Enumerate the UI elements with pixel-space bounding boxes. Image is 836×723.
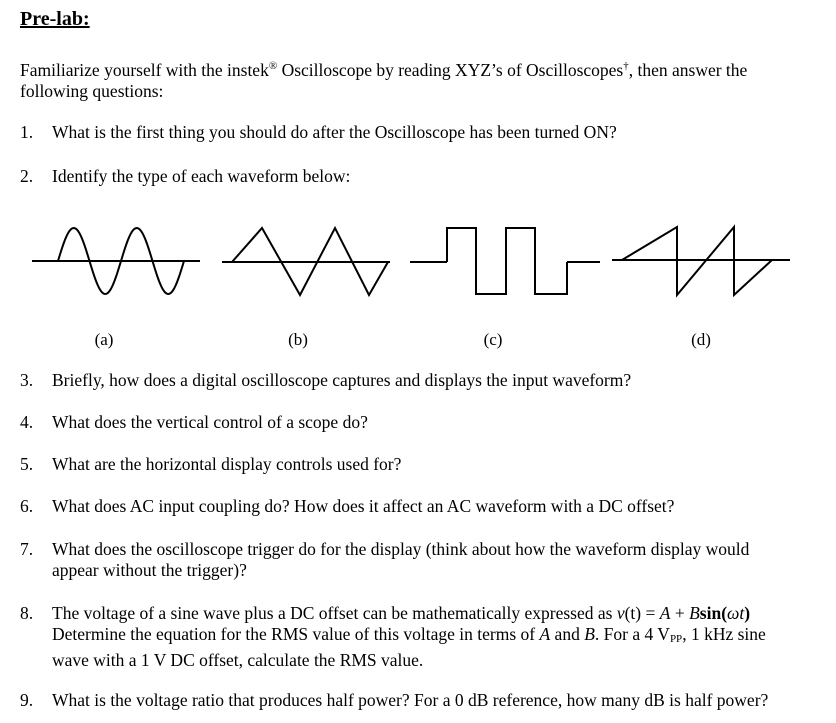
waveform-figure [0, 200, 836, 360]
eq-close-paren: ) [744, 603, 751, 623]
q8-text: , 1 kHz sine [682, 624, 766, 644]
eq-plus: + [670, 603, 690, 623]
vpp-subscript: PP [669, 633, 683, 645]
question-text-line3: wave with a 1 V DC offset, calculate the RMS value. [52, 650, 424, 670]
eq-sin: sin( [699, 603, 728, 623]
question-text: Briefly, how does a digital oscilloscope captures and displays the input waveform? [52, 370, 632, 390]
eq-omega-t: ωt [727, 603, 745, 623]
waveform-label-d: (d) [691, 330, 711, 349]
question-6 [20, 496, 820, 517]
question-number: 4. [20, 412, 34, 432]
eq-equals: = [641, 603, 660, 623]
square-wave [447, 228, 567, 294]
page-title: Pre-lab: [20, 8, 90, 30]
q8-text: Determine the equation for the RMS value of this voltage in terms of [52, 624, 540, 644]
question-number: 7. [20, 539, 34, 559]
question-text: Identify the type of each waveform below: [52, 166, 351, 186]
question-text: What is the first thing you should do after the Oscilloscope has been turned ON? [52, 122, 617, 142]
waveform-label-c: (c) [483, 330, 503, 349]
eq-a: A [659, 603, 671, 623]
question-number: 5. [20, 454, 34, 474]
var-a: A [539, 624, 551, 644]
eq-b: B [689, 603, 700, 623]
question-7 [20, 539, 820, 581]
sawtooth-waveform [612, 227, 790, 295]
question-text-line1: What does the oscilloscope trigger do for the display (think about how the waveform display would [52, 539, 750, 559]
eq-v: v [616, 603, 625, 623]
waveform-label-a: (a) [94, 330, 114, 349]
question-2 [20, 166, 820, 187]
dagger-mark: † [623, 60, 629, 73]
question-text-line2: appear without the trigger)? [52, 560, 247, 580]
question-text: What is the voltage ratio that produces half power? For a 0 dB reference, how many dB is half power? [52, 690, 769, 710]
eq-t: (t) [624, 603, 642, 623]
question-text-line2 [52, 624, 820, 650]
question-text: What are the horizontal display controls used for? [52, 454, 402, 474]
intro-paragraph [20, 60, 820, 102]
var-b: B [584, 624, 595, 644]
intro-text-line2: following questions: [20, 81, 164, 101]
intro-text-a: Familiarize yourself with the instek [20, 60, 269, 80]
q8-text: The voltage of a sine wave plus a DC offset can be mathematically expressed as [52, 603, 617, 623]
question-number: 9. [20, 690, 34, 710]
question-number: 1. [20, 122, 34, 142]
q8-text: . For a 4 V [594, 624, 670, 644]
question-text: What does the vertical control of a scope do? [52, 412, 368, 432]
question-8 [20, 603, 820, 671]
question-3 [20, 370, 820, 391]
square-waveform [410, 228, 600, 294]
question-5 [20, 454, 820, 475]
question-text-line1 [52, 603, 820, 624]
question-number: 3. [20, 370, 34, 390]
intro-text-c: , then answer the [628, 60, 748, 80]
question-number: 8. [20, 603, 34, 623]
q8-text: and [550, 624, 585, 644]
question-text: What does AC input coupling do? How does it affect an AC waveform with a DC offset? [52, 496, 675, 516]
sine-waveform [32, 228, 200, 294]
question-9 [20, 690, 820, 711]
question-number: 2. [20, 166, 34, 186]
question-1 [20, 122, 820, 143]
waveform-label-b: (b) [288, 330, 308, 349]
registered-mark: ® [268, 60, 278, 73]
question-4 [20, 412, 820, 433]
triangle-waveform [222, 228, 390, 295]
question-number: 6. [20, 496, 34, 516]
intro-text-b: Oscilloscope by reading XYZ’s of Oscilloscopes [277, 60, 624, 80]
